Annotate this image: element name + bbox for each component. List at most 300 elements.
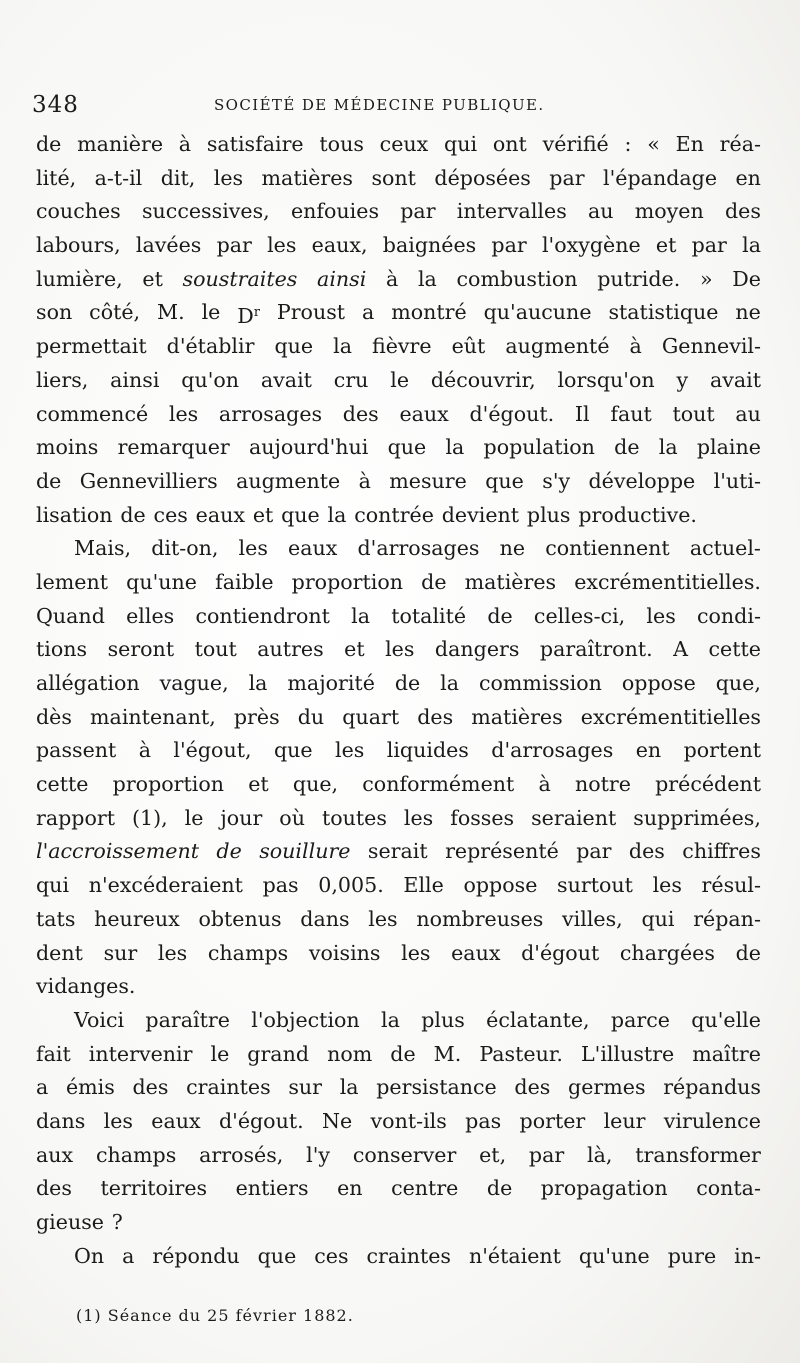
text-line	[36, 128, 761, 162]
word: dit-on,	[151, 536, 219, 561]
word: d'égout.	[218, 1108, 304, 1133]
word: liers,	[36, 367, 89, 392]
text-line	[36, 1071, 761, 1105]
word: à	[358, 468, 371, 493]
word: dit,	[160, 165, 196, 190]
word: proportion	[112, 772, 225, 797]
word: contiendront	[195, 603, 330, 628]
word: :	[624, 132, 632, 156]
word: avait	[709, 367, 761, 392]
word: que,	[715, 671, 761, 695]
word: Mais,	[74, 536, 132, 561]
word: aujourd'hui	[248, 435, 369, 460]
word: liquides	[386, 738, 469, 763]
word: au	[735, 401, 761, 426]
word: par	[528, 1142, 565, 1167]
word: (1),	[131, 805, 168, 830]
word: et	[252, 502, 274, 527]
word: matières	[261, 165, 353, 190]
word: la	[742, 233, 761, 258]
text-line	[36, 970, 761, 1004]
text-line	[36, 532, 761, 566]
word: d'établir	[166, 334, 255, 359]
word: propagation	[540, 1176, 668, 1201]
word: des	[132, 1075, 169, 1100]
word: dans	[36, 1108, 86, 1133]
word: notre	[574, 772, 631, 797]
word: que	[274, 334, 314, 359]
word: qu'une	[578, 1243, 650, 1268]
word: seraient	[531, 805, 617, 830]
word: les	[334, 738, 365, 763]
word: labours,	[36, 233, 121, 258]
word: conserver	[352, 1142, 457, 1167]
word: mesure	[389, 468, 467, 493]
word: fosses	[450, 805, 515, 830]
word: nombreuses	[416, 906, 544, 931]
word: et	[344, 637, 365, 662]
word: lumière,	[36, 266, 123, 291]
word: vérifié	[542, 132, 609, 156]
word: des	[628, 839, 665, 864]
word: Proust	[276, 300, 346, 325]
word: eaux,	[311, 233, 368, 258]
word: eaux	[399, 401, 449, 426]
word: M.	[433, 1041, 462, 1066]
word: les	[157, 940, 188, 965]
text-line	[36, 398, 761, 432]
word: dangers	[434, 637, 520, 662]
word: les	[385, 637, 415, 662]
word: germes	[568, 1075, 646, 1100]
word: paraître	[145, 1007, 230, 1032]
text-line	[36, 600, 761, 634]
word: seront	[107, 637, 175, 662]
word: eaux	[151, 1108, 201, 1133]
text-line	[36, 1105, 761, 1139]
text-line	[36, 1139, 761, 1173]
word: gieuse	[36, 1210, 104, 1234]
word: le	[390, 367, 410, 392]
word: de	[216, 839, 242, 864]
word: lisation	[36, 502, 113, 527]
word: Gennevil-	[661, 334, 761, 359]
word: vidanges.	[36, 974, 136, 999]
word: fièvre	[372, 334, 432, 359]
text-line	[36, 667, 761, 701]
word: centre	[391, 1176, 459, 1201]
word: heureux	[94, 906, 180, 931]
word: les	[213, 165, 244, 190]
word: la	[327, 502, 347, 527]
word: de	[421, 569, 447, 594]
word: arrosages	[218, 401, 323, 426]
word: craintes	[186, 1075, 271, 1100]
text-line	[36, 768, 761, 802]
word: la	[440, 671, 460, 695]
word: les	[401, 940, 431, 965]
text-line	[36, 1172, 761, 1206]
word: a	[361, 300, 375, 325]
word: Ne	[322, 1108, 353, 1133]
word: et	[248, 772, 269, 797]
word: d'égout	[521, 940, 600, 965]
word: conformément	[362, 772, 515, 797]
word: quart	[342, 704, 400, 729]
word: que	[387, 435, 427, 460]
text-line	[36, 364, 761, 398]
word: ne	[499, 536, 526, 561]
word: des	[417, 704, 454, 729]
word: qui	[641, 906, 675, 931]
word: portent	[683, 738, 761, 763]
body-text	[36, 128, 761, 1273]
word: répondu	[152, 1243, 240, 1268]
word: autres	[257, 637, 324, 662]
word: Pasteur.	[479, 1041, 563, 1066]
text-line	[36, 431, 761, 465]
word: grand	[247, 1041, 310, 1066]
word: vague,	[159, 671, 229, 695]
word: excrémentitielles.	[574, 569, 761, 594]
word: lorsqu'on	[557, 367, 655, 392]
word: statistique	[608, 300, 719, 325]
word: sont	[371, 165, 416, 190]
word: l'égout,	[173, 738, 252, 763]
text-line	[36, 566, 761, 600]
word: ainsi	[110, 367, 160, 392]
word: la	[445, 435, 465, 460]
text-line	[36, 869, 761, 903]
word: augmente	[236, 468, 341, 493]
word: plaine	[696, 435, 761, 460]
text-line	[36, 465, 761, 499]
word: en	[635, 738, 662, 763]
word: plus	[526, 502, 571, 527]
word: là,	[587, 1142, 613, 1167]
word: champs	[207, 940, 289, 965]
word: in-	[734, 1243, 761, 1268]
word: a	[122, 1243, 135, 1268]
word: avait	[260, 367, 312, 392]
word: surtout	[557, 873, 633, 898]
word: persistance	[376, 1075, 497, 1100]
word: cru	[333, 367, 369, 392]
word: celles-ci,	[533, 603, 626, 628]
word: couches	[36, 199, 121, 224]
word: qu'aucune	[483, 300, 592, 325]
word: les	[168, 401, 199, 426]
word: montré	[391, 300, 467, 325]
word: chiffres	[682, 839, 761, 864]
word: qu'on	[181, 367, 240, 392]
word: eaux	[195, 502, 245, 527]
word: virulence	[663, 1108, 761, 1133]
word: totalité	[391, 603, 467, 628]
word: les	[238, 536, 268, 561]
page-header	[32, 92, 752, 122]
word: commencé	[36, 401, 149, 426]
word: représenté	[445, 839, 559, 864]
word: vont-ils	[370, 1108, 447, 1133]
word: champs	[95, 1142, 177, 1167]
word: lavées	[135, 233, 202, 258]
word: permettait	[36, 334, 147, 359]
word: intervenir	[88, 1041, 193, 1066]
word: eaux	[288, 536, 338, 561]
text-line	[36, 499, 761, 533]
word: de	[614, 435, 640, 460]
word: que	[281, 502, 320, 527]
word: passent	[36, 738, 117, 763]
word: dans	[300, 906, 350, 931]
word: y	[676, 367, 689, 392]
text-line	[36, 633, 761, 667]
word: à	[538, 772, 551, 797]
word: manière	[77, 132, 164, 156]
word: l'épandage	[603, 165, 718, 190]
word: toutes	[321, 805, 387, 830]
text-line	[36, 1038, 761, 1072]
word: tous	[319, 132, 364, 156]
word: l'accroissement	[36, 839, 200, 864]
word: de	[120, 502, 146, 527]
word: condi-	[696, 603, 761, 628]
word: ces	[153, 502, 188, 527]
word: tions	[36, 637, 88, 662]
word: de	[36, 132, 62, 156]
word: ceux	[379, 132, 429, 156]
word: lité,	[36, 165, 77, 190]
page-number: 348	[32, 92, 79, 118]
word: émis	[65, 1075, 115, 1100]
word: côté,	[89, 300, 141, 325]
word: »	[699, 266, 713, 291]
word: commission	[478, 671, 602, 695]
word: les	[368, 906, 398, 931]
word: tout	[194, 637, 237, 662]
word: par	[576, 839, 612, 864]
word: à	[178, 132, 192, 156]
text-line	[36, 937, 761, 971]
word: moins	[36, 435, 99, 460]
word: la	[351, 603, 371, 628]
text-line	[36, 835, 761, 869]
word: Il	[574, 401, 590, 426]
word: plus	[421, 1007, 465, 1032]
word: 0,005.	[318, 873, 384, 898]
word: porter	[519, 1108, 586, 1133]
word: l'uti-	[713, 468, 761, 493]
word: majorité	[287, 671, 375, 695]
word: augmenté	[505, 334, 610, 359]
word: ont	[492, 132, 527, 156]
word: maître	[692, 1041, 761, 1066]
word: maintenant,	[90, 704, 216, 729]
word: le	[184, 805, 204, 830]
word: en	[337, 1176, 363, 1201]
word: près	[233, 704, 280, 729]
word: productive.	[578, 502, 697, 527]
word: à	[138, 738, 152, 763]
word: enfouies	[290, 199, 380, 224]
word: des	[514, 1075, 551, 1100]
word: fait	[36, 1041, 71, 1066]
word: oppose	[621, 671, 696, 695]
text-line	[36, 263, 761, 297]
word: Voici	[74, 1007, 125, 1032]
word: putride.	[597, 266, 681, 291]
word: lement	[36, 569, 109, 594]
word: contrée	[354, 502, 434, 527]
word: la	[248, 671, 268, 695]
word: sur	[288, 1075, 323, 1100]
word: faible	[215, 569, 274, 594]
word: la	[339, 1075, 359, 1100]
word: cette	[708, 637, 761, 662]
word: dès	[36, 704, 72, 729]
word: l'oxygène	[541, 233, 641, 258]
word: de	[390, 1041, 416, 1066]
word: craintes	[366, 1243, 452, 1268]
word: les	[103, 1108, 133, 1133]
text-line	[36, 701, 761, 735]
word: eaux	[451, 940, 501, 965]
word: de	[486, 1176, 513, 1201]
word: ces	[314, 1243, 349, 1268]
word: sur	[103, 940, 138, 965]
word: serait	[367, 839, 428, 864]
word: Gennevilliers	[79, 468, 218, 493]
text-line	[36, 802, 761, 836]
text-line	[36, 195, 761, 229]
word: des	[724, 199, 761, 224]
word: satisfaire	[206, 132, 304, 156]
word: cette	[36, 772, 89, 797]
word: territoires	[100, 1176, 208, 1201]
word: d'arrosages	[357, 536, 480, 561]
word: de	[36, 468, 62, 493]
text-line	[36, 296, 761, 330]
word: $D^r$	[237, 304, 260, 329]
word: le	[210, 1041, 230, 1066]
word: voisins	[308, 940, 381, 965]
text-line	[36, 330, 761, 364]
word: que	[273, 738, 313, 763]
word: qui	[36, 873, 70, 898]
word: développe	[588, 468, 696, 493]
word: la	[333, 334, 352, 359]
word: n'étaient	[468, 1243, 561, 1268]
word: eût	[451, 334, 486, 359]
word: pas	[262, 873, 299, 898]
word: les	[403, 805, 434, 830]
word: population	[483, 435, 595, 460]
text-line	[36, 1240, 761, 1274]
word: déposées	[434, 165, 531, 190]
word: par	[400, 199, 436, 224]
word: successives,	[141, 199, 270, 224]
word: précédent	[655, 772, 761, 797]
word: obtenus	[198, 906, 282, 931]
word: oppose	[463, 873, 538, 898]
text-line	[36, 734, 761, 768]
word: Elle	[403, 873, 444, 898]
word: chargées	[619, 940, 715, 965]
running-title: SOCIÉTÉ DE MÉDECINE PUBLIQUE.	[214, 96, 545, 114]
word: De	[732, 266, 761, 291]
word: qu'une	[126, 569, 197, 594]
word: que,	[292, 772, 339, 797]
word: combustion	[456, 266, 578, 291]
word: remarquer	[117, 435, 230, 460]
word: à	[386, 266, 399, 291]
word: au	[587, 199, 614, 224]
word: transformer	[635, 1142, 761, 1167]
word: a	[36, 1075, 49, 1100]
text-line	[36, 229, 761, 263]
word: entiers	[235, 1176, 309, 1201]
word: le	[201, 300, 221, 325]
text-line	[36, 1206, 761, 1240]
word: par	[549, 165, 585, 190]
word: intervalles	[456, 199, 567, 224]
word: allégation	[36, 671, 140, 695]
word: leur	[603, 1108, 646, 1133]
word: matières	[471, 704, 563, 729]
word: a-t-il	[94, 165, 143, 190]
word: devient	[441, 502, 520, 527]
word: en	[735, 165, 761, 190]
word: n'excéderaient	[88, 873, 243, 898]
word: Quand	[36, 603, 105, 628]
word: nom	[327, 1041, 373, 1066]
word: s'y	[542, 468, 571, 493]
word: de	[735, 940, 761, 965]
word: conta-	[696, 1176, 761, 1201]
word: actuel-	[689, 536, 761, 561]
word: par	[491, 233, 527, 258]
word: L'illustre	[580, 1041, 675, 1066]
text-line	[36, 903, 761, 937]
word: réa-	[719, 132, 761, 156]
word: ne	[735, 300, 761, 325]
word: moyen	[634, 199, 704, 224]
word: l'y	[306, 1142, 331, 1167]
word: faut	[610, 401, 652, 426]
word: découvrir,	[430, 367, 536, 392]
text-line	[36, 1004, 761, 1038]
word: elles	[126, 603, 175, 628]
word: d'égout.	[469, 401, 555, 426]
word: éclatante,	[486, 1007, 590, 1032]
word: jour	[220, 805, 263, 830]
word: et	[655, 233, 677, 258]
word: la	[658, 435, 678, 460]
word: la	[417, 266, 437, 291]
word: de	[487, 603, 513, 628]
word: paraîtront.	[539, 637, 653, 662]
word: que	[485, 468, 524, 493]
word: tats	[36, 906, 76, 931]
word: les	[646, 603, 676, 628]
word: et	[142, 266, 163, 291]
word: d'arrosages	[491, 738, 614, 763]
word: qu'elle	[691, 1007, 761, 1032]
word: à	[629, 334, 642, 359]
word: les	[652, 873, 682, 898]
word: contiennent	[545, 536, 670, 561]
